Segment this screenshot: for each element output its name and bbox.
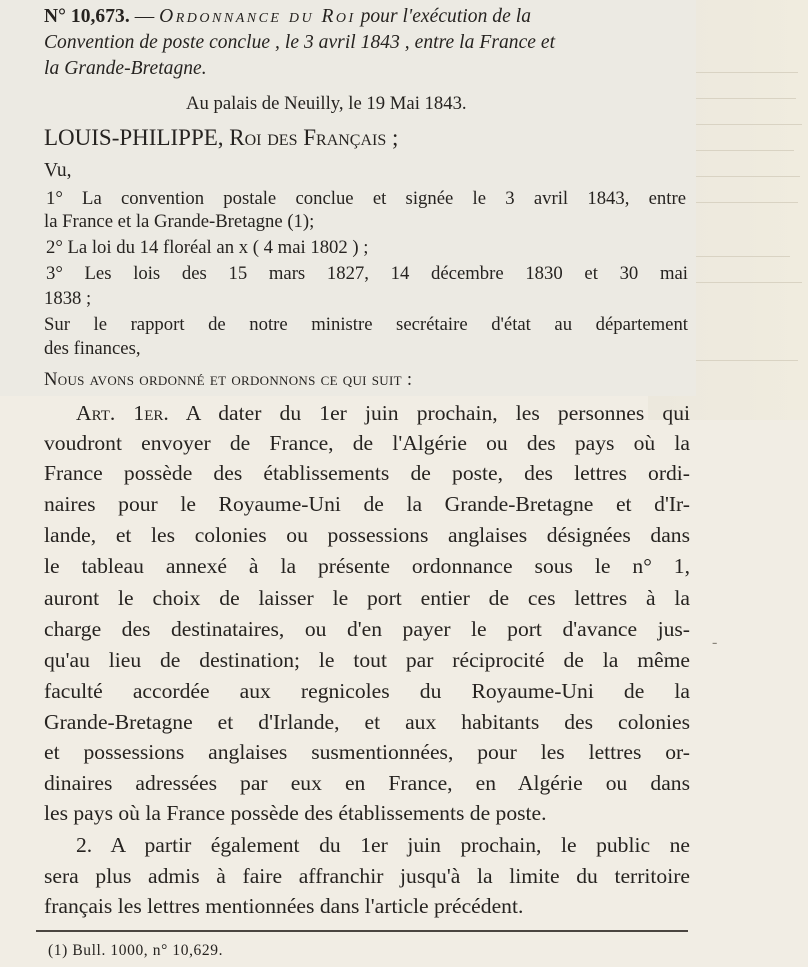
article-1-line: naires pour le Royaume-Uni de la Grande-Bretagne et d'Ir- <box>44 492 690 516</box>
article-2-line: sera plus admis à faire affranchir jusqu'à la limite du territoire <box>44 864 690 888</box>
vu-line: Vu, <box>44 160 72 181</box>
article-1-line: qu'au lieu de destination; le tout par réciprocité de la même <box>44 648 690 672</box>
king-title: Roi des Français ; <box>223 125 399 150</box>
footnote: (1) Bull. 1000, n° 10,629. <box>48 942 224 959</box>
preamble-item-3-cont: 1838 ; <box>44 288 92 309</box>
article-1-line: auront le choix de laisser le port entier de ces lettres à la <box>44 586 690 610</box>
footnote-rule <box>36 930 688 932</box>
article-1-line: les pays où la France possède des établissements de poste. <box>44 801 547 825</box>
article-2-line: 2. A partir également du 1er juin prochain, le public ne <box>76 833 690 857</box>
preamble-item-3: 3° Les lois des 15 mars 1827, 14 décembre 1830 et 30 mai <box>46 263 688 284</box>
issue-date: Au palais de Neuilly, le 19 Mai 1843. <box>186 93 467 114</box>
ordain-line: Nous avons ordonné et ordonnons ce qui suit : <box>44 369 413 390</box>
preamble-item-1: 1° La convention postale conclue et signée le 3 avril 1843, entre <box>46 188 686 209</box>
heading-line-3: la Grande-Bretagne. <box>44 58 207 79</box>
article-2-line: français les lettres mentionnées dans l'article précédent. <box>44 894 524 918</box>
heading-line-2: Convention de poste conclue , le 3 avril 1843 , entre la France et <box>44 32 556 53</box>
report-line: Sur le rapport de notre ministre secrétaire d'état au département <box>44 314 688 335</box>
preamble-item-2: 2° La loi du 14 floréal an x ( 4 mai 1802 ) ; <box>46 237 369 258</box>
ordinance-type: Ordonnance du Roi <box>159 6 356 27</box>
article-1-line: charge des destinataires, ou d'en payer le port d'avance jus- <box>44 617 690 641</box>
article-1-line: faculté accordée aux regnicoles du Royaume-Uni de la <box>44 679 690 703</box>
king-name: LOUIS-PHILIPPE, <box>44 125 224 150</box>
article-1-line: Grande-Bretagne et d'Irlande, et aux habitants des colonies <box>44 710 690 734</box>
article-1-label: Art. 1er. <box>76 401 169 425</box>
article-1-line: et possessions anglaises susmentionnées, pour les lettres or- <box>44 740 690 764</box>
article-1-line: dinaires adressées par eux en France, en Algérie ou dans <box>44 771 690 795</box>
article-1-line: le tableau annexé à la présente ordonnance sous le n° 1, <box>44 554 690 578</box>
ordinance-heading: N° 10,673. — Ordonnance du Roi pour l'exécution de la Convention de poste conclue , le 3 avril 1843 , entre la France et la Grande-Bretagne. <box>44 6 556 79</box>
article-1-line: Art. 1er. A dater du 1er juin prochain, les personnes qui <box>76 401 690 425</box>
preamble-item-1-cont: la France et la Grande-Bretagne (1); <box>44 211 315 232</box>
article-1-line: lande, et les colonies ou possessions anglaises désignées dans <box>44 523 690 547</box>
ordinance-number: N° 10,673. <box>44 6 130 27</box>
margin-mark: - <box>712 634 718 651</box>
upper-scan-region <box>0 0 696 396</box>
article-1-line: France possède des établissements de poste, des lettres ordi- <box>44 461 690 485</box>
article-1-line: voudront envoyer de France, de l'Algérie ou des pays où la <box>44 431 690 455</box>
report-line-cont: des finances, <box>44 338 141 359</box>
king-heading <box>44 124 398 152</box>
